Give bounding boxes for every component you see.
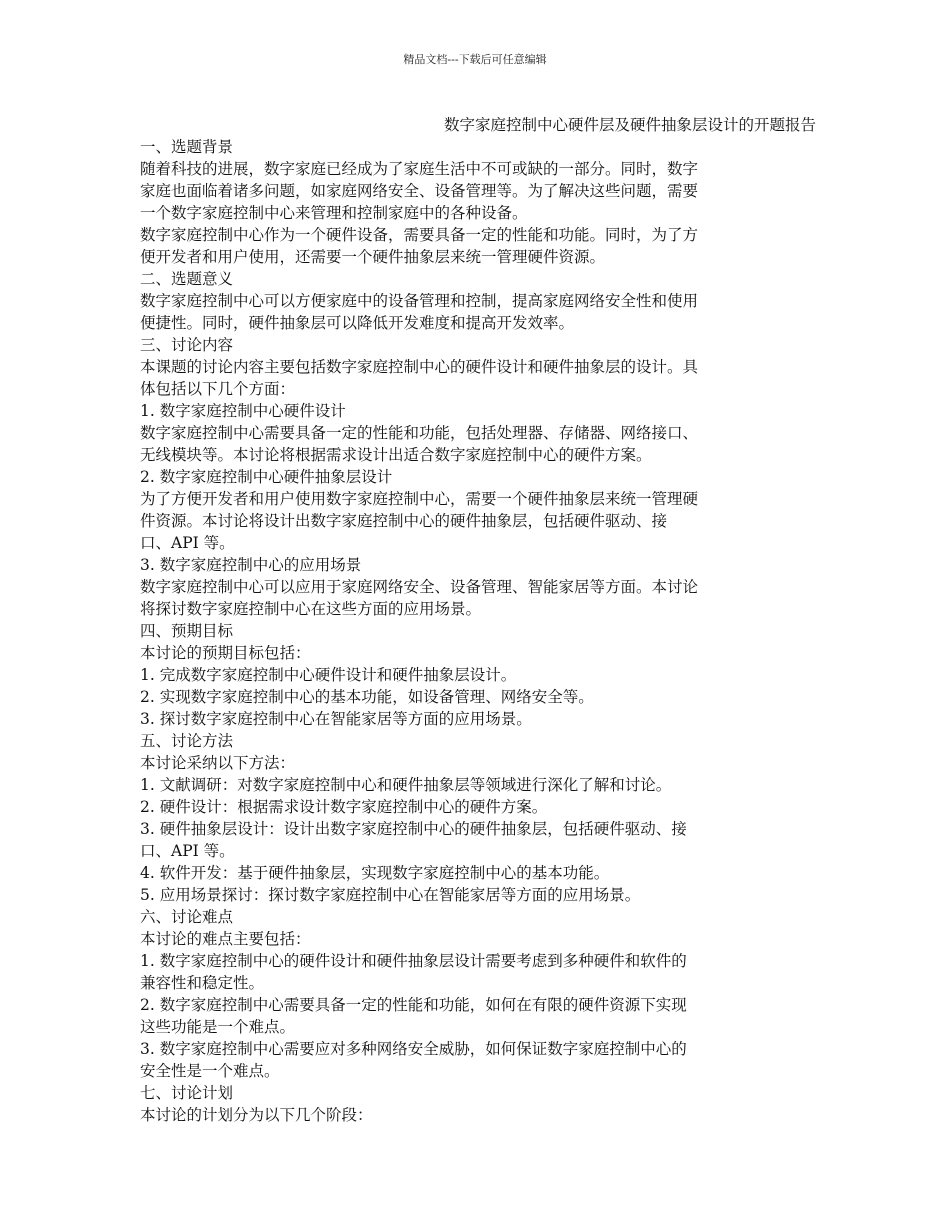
section-heading: 二、选题意义 [140,270,234,288]
text-line: 口、API 等。 [140,842,235,860]
text-line: 本讨论的难点主要包括： [140,930,311,948]
text-line: 本讨论的计划分为以下几个阶段： [140,1106,373,1124]
text-line: 5. 应用场景探讨：探讨数字家庭控制中心在智能家居等方面的应用场景。 [140,886,641,904]
document-body [140,114,816,1126]
section-heading: 六、讨论难点 [140,908,234,926]
text-line: 数字家庭控制中心可以应用于家庭网络安全、设备管理、智能家居等方面。本讨论 [140,578,699,596]
text-line: 随着科技的进展，数字家庭已经成为了家庭生活中不可或缺的一部分。同时，数字 [140,160,699,178]
text-line: 2. 数字家庭控制中心硬件抽象层设计 [140,468,393,486]
text-line: 便开发者和用户使用，还需要一个硬件抽象层来统一管理硬件资源。 [140,248,606,266]
text-line: 1. 文献调研：对数字家庭控制中心和硬件抽象层等领域进行深化了解和讨论。 [140,776,672,794]
text-line: 数字家庭控制中心可以方便家庭中的设备管理和控制，提高家庭网络安全性和使用 [140,292,699,310]
document-lines [140,136,816,1126]
text-line: 3. 硬件抽象层设计：设计出数字家庭控制中心的硬件抽象层，包括硬件驱动、接 [140,820,687,838]
text-line: 3. 数字家庭控制中心的应用场景 [140,556,362,574]
text-line: 2. 硬件设计：根据需求设计数字家庭控制中心的硬件方案。 [140,798,548,816]
text-line: 数字家庭控制中心作为一个硬件设备，需要具备一定的性能和功能。同时，为了方 [140,226,699,244]
text-line: 2. 实现数字家庭控制中心的基本功能，如设备管理、网络安全等。 [140,688,594,706]
text-line: 本讨论的预期目标包括： [140,644,311,662]
text-line: 一个数字家庭控制中心来管理和控制家庭中的各种设备。 [140,204,528,222]
text-line: 这些功能是一个难点。 [140,1018,296,1036]
text-line: 将探讨数字家庭控制中心在这些方面的应用场景。 [140,600,482,618]
section-heading: 三、讨论内容 [140,336,234,354]
text-line: 4. 软件开发：基于硬件抽象层，实现数字家庭控制中心的基本功能。 [140,864,610,882]
text-line: 数字家庭控制中心需要具备一定的性能和功能，包括处理器、存储器、网络接口、 [140,424,699,442]
section-heading: 七、讨论计划 [140,1084,234,1102]
section-heading: 五、讨论方法 [140,732,234,750]
text-line: 3. 数字家庭控制中心需要应对多种网络安全威胁，如何保证数字家庭控制中心的 [140,1040,687,1058]
text-line: 安全性是一个难点。 [140,1062,280,1080]
section-heading: 一、选题背景 [140,138,234,156]
text-line: 家庭也面临着诸多问题，如家庭网络安全、设备管理等。为了解决这些问题，需要 [140,182,699,200]
text-line: 件资源。本讨论将设计出数字家庭控制中心的硬件抽象层，包括硬件驱动、接 [140,512,668,530]
text-line: 便捷性。同时，硬件抽象层可以降低开发难度和提高开发效率。 [140,314,575,332]
document-title: 数字家庭控制中心硬件层及硬件抽象层设计的开题报告 [443,116,816,134]
section-heading: 四、预期目标 [140,622,234,640]
page-header: 精品文档---下载后可任意编辑 [403,53,547,66]
text-line: 2. 数字家庭控制中心需要具备一定的性能和功能，如何在有限的硬件资源下实现 [140,996,687,1014]
text-line: 3. 探讨数字家庭控制中心在智能家居等方面的应用场景。 [140,710,532,728]
text-line: 本课题的讨论内容主要包括数字家庭控制中心的硬件设计和硬件抽象层的设计。具 [140,358,699,376]
text-line: 体包括以下几个方面： [140,380,296,398]
text-line: 为了方便开发者和用户使用数字家庭控制中心，需要一个硬件抽象层来统一管理硬 [140,490,699,508]
text-line: 1. 数字家庭控制中心的硬件设计和硬件抽象层设计需要考虑到多种硬件和软件的 [140,952,687,970]
text-line: 1. 数字家庭控制中心硬件设计 [140,402,346,420]
text-line: 无线模块等。本讨论将根据需求设计出适合数字家庭控制中心的硬件方案。 [140,446,652,464]
text-line: 本讨论采纳以下方法： [140,754,296,772]
text-line: 口、API 等。 [140,534,235,552]
text-line: 1. 完成数字家庭控制中心硬件设计和硬件抽象层设计。 [140,666,517,684]
text-line: 兼容性和稳定性。 [140,974,265,992]
